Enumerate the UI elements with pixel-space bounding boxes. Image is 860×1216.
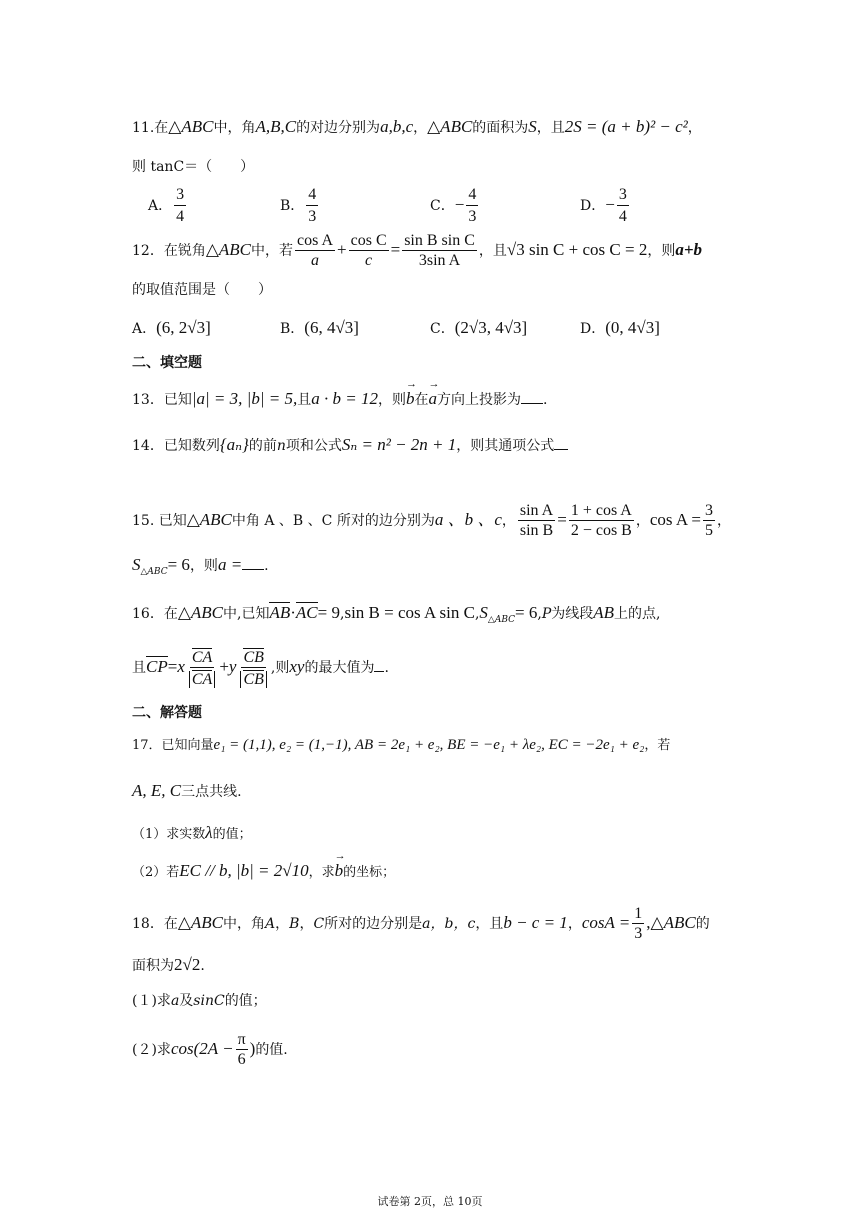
text: 中角 A 、B 、C 所对的边分别为 bbox=[231, 513, 435, 529]
option-sign: − bbox=[605, 195, 615, 214]
area-symbol: S bbox=[479, 603, 488, 622]
vector-ca: CA bbox=[191, 671, 213, 688]
denominator bbox=[187, 668, 217, 688]
a-equals: a = bbox=[217, 555, 243, 574]
paren: ) bbox=[249, 1039, 256, 1058]
equals: = bbox=[557, 510, 567, 529]
text: 上的点, bbox=[614, 606, 661, 622]
answer-blank bbox=[374, 671, 384, 672]
q12-option-b bbox=[280, 318, 359, 338]
cosA: cos A = bbox=[649, 510, 701, 529]
option-value: (0, 4√3] bbox=[605, 318, 660, 337]
point-p: P bbox=[541, 606, 552, 622]
numerator: 3 bbox=[617, 186, 629, 206]
text: ，则其通项公式 bbox=[456, 438, 555, 454]
n-symbol: n bbox=[276, 438, 286, 454]
angle-b: B bbox=[289, 916, 300, 932]
q12-line2: 的取值范围是（ ） bbox=[132, 282, 272, 298]
option-fraction bbox=[466, 186, 478, 226]
text: 中，角 bbox=[223, 916, 266, 932]
text: 的 bbox=[695, 916, 710, 932]
numerator: 4 bbox=[306, 186, 318, 206]
vector-a: → a bbox=[428, 390, 437, 407]
x-coef: x bbox=[177, 657, 185, 676]
q12-option-d bbox=[580, 318, 660, 338]
q17-line1 bbox=[132, 738, 670, 753]
text: 15. 已知 bbox=[132, 513, 187, 529]
option-fraction bbox=[617, 186, 629, 226]
sides: a,b,c bbox=[380, 117, 414, 136]
q18-part1 bbox=[132, 994, 267, 1008]
sequence: {aₙ} bbox=[219, 435, 249, 454]
text: , bbox=[537, 606, 542, 622]
numerator: 1 + cos A bbox=[570, 502, 632, 519]
q15-line1 bbox=[132, 503, 731, 539]
text: (２)求 bbox=[132, 1042, 171, 1058]
q13-dot-product: a · b = 12 bbox=[311, 389, 378, 408]
q13-magnitudes: |a| = 3, |b| = 5, bbox=[191, 389, 298, 408]
text: ， bbox=[413, 120, 428, 136]
option-fraction bbox=[174, 186, 186, 226]
segment-ab: AB bbox=[593, 603, 615, 622]
text: . bbox=[200, 958, 205, 974]
unit-vector-cb bbox=[238, 648, 268, 688]
text: ， bbox=[275, 916, 290, 932]
sum-formula: Sₙ = n² − 2n + 1 bbox=[341, 435, 457, 454]
numerator: π bbox=[237, 1031, 246, 1048]
vector-cb: CB bbox=[243, 671, 264, 688]
q16-line1 bbox=[132, 602, 660, 625]
text: 且 bbox=[132, 660, 146, 676]
option-fraction bbox=[306, 186, 318, 226]
side-a: a bbox=[170, 993, 180, 1009]
option-label: B． bbox=[280, 198, 305, 214]
text: ， bbox=[635, 513, 650, 529]
q14 bbox=[132, 436, 568, 453]
answer-blank bbox=[554, 449, 568, 450]
fraction-pi-6 bbox=[236, 1032, 248, 1068]
text: (１)求 bbox=[132, 993, 171, 1009]
text: 中，若 bbox=[251, 243, 294, 259]
text: , bbox=[474, 606, 480, 622]
text: 14．已知数列 bbox=[132, 438, 220, 454]
numerator: 3 bbox=[174, 186, 186, 206]
q11-line2: 则 tanC＝（ ） bbox=[132, 159, 255, 175]
q17-vectors: e₁ = (1,1), e₂ = (1,−1), AB = 2e₁ + e₂, BE = −e₁ + λe₂, EC = −2e₁ + e₂ bbox=[213, 737, 645, 753]
cos-expression: cos(2A − bbox=[170, 1039, 234, 1058]
q11-equation: 2S = (a + b)² − c² bbox=[564, 117, 688, 136]
text: 的前 bbox=[248, 438, 277, 454]
option-label: D． bbox=[580, 198, 606, 214]
numerator bbox=[190, 648, 214, 668]
vector-b: → b bbox=[335, 862, 344, 879]
text: ,则 bbox=[270, 660, 290, 676]
cosA: cosA = bbox=[581, 913, 631, 932]
points-aec: A, E, C bbox=[132, 781, 182, 800]
text: . bbox=[542, 392, 548, 408]
text: ，则 bbox=[189, 558, 218, 574]
fraction-cos bbox=[569, 503, 634, 539]
vector-ab: AB bbox=[269, 603, 291, 622]
denominator: a bbox=[311, 252, 320, 269]
denominator: c bbox=[365, 252, 373, 269]
fraction-sinA-sinB bbox=[518, 503, 555, 539]
sinC: sinC bbox=[193, 993, 225, 1009]
option-value: (6, 2√3] bbox=[156, 318, 211, 337]
b-minus-c: b − c = 1 bbox=[503, 913, 568, 932]
denominator: 2 − cos B bbox=[570, 522, 632, 539]
numerator: sin B sin C bbox=[404, 232, 475, 249]
text: 的值； bbox=[224, 993, 267, 1009]
q18-line1 bbox=[132, 906, 710, 942]
trig-condition: sin B = cos A sin C bbox=[344, 603, 475, 622]
numerator: cos C bbox=[350, 232, 387, 249]
denominator: 6 bbox=[237, 1051, 246, 1068]
option-label: A． bbox=[148, 198, 173, 214]
text: ，且 bbox=[475, 916, 504, 932]
fraction-1-3 bbox=[632, 906, 644, 942]
text: ， bbox=[501, 513, 516, 529]
area-symbol: S bbox=[132, 555, 141, 574]
text: . bbox=[384, 660, 389, 676]
text: ，则 bbox=[377, 392, 406, 408]
text: 三点共线. bbox=[181, 784, 242, 800]
section-solution: 二、解答题 bbox=[132, 705, 202, 721]
q11-option-a bbox=[148, 186, 188, 226]
q12-option-c bbox=[430, 318, 527, 338]
text: 13．已知 bbox=[132, 392, 192, 408]
dot: · bbox=[290, 603, 296, 622]
q13 bbox=[132, 390, 547, 407]
denominator: 3 bbox=[634, 925, 643, 942]
text: （2）若 bbox=[132, 865, 180, 880]
q12-condition: √3 sin C + cos C = 2 bbox=[506, 240, 648, 259]
q17-part1 bbox=[132, 824, 252, 841]
q11-option-c bbox=[430, 186, 480, 226]
numerator: 1 bbox=[634, 905, 643, 922]
text: 11.在 bbox=[132, 120, 169, 136]
unit-vector-ca bbox=[187, 648, 217, 688]
text: 方向上投影为 bbox=[436, 392, 521, 408]
denominator: 4 bbox=[618, 208, 627, 225]
text: 的坐标； bbox=[343, 865, 396, 880]
option-sign: − bbox=[454, 195, 465, 214]
triangle-abc: △ABC bbox=[177, 603, 224, 622]
area-symbol: S bbox=[528, 117, 537, 136]
text: ，则 bbox=[647, 243, 676, 259]
angles: A,B,C bbox=[255, 117, 297, 136]
text: 及 bbox=[179, 993, 194, 1009]
option-value: (6, 4√3] bbox=[304, 318, 359, 337]
vector-ac: AC bbox=[295, 603, 318, 622]
text: 的面积为 bbox=[472, 120, 529, 136]
text: , bbox=[340, 606, 345, 622]
denominator: 3 bbox=[308, 208, 317, 225]
denominator: 3sin A bbox=[418, 252, 461, 269]
text: 且 bbox=[297, 392, 312, 408]
denominator: 5 bbox=[705, 522, 713, 539]
q15-line2 bbox=[132, 556, 269, 577]
text: 12．在锐角 bbox=[132, 243, 206, 259]
q11-option-b bbox=[280, 186, 320, 226]
triangle-abc: △ABC bbox=[205, 240, 252, 259]
q17-condition: EC // b, |b| = 2√10 bbox=[179, 861, 309, 880]
subscript: △ABC bbox=[487, 614, 516, 625]
angle-a: A bbox=[265, 916, 276, 932]
sides: a，b，c bbox=[422, 916, 476, 932]
text: 项和公式 bbox=[285, 438, 342, 454]
plus: + bbox=[219, 657, 229, 676]
triangle-abc: △ABC bbox=[186, 510, 232, 529]
xy: xy bbox=[289, 657, 305, 676]
text: 18．在 bbox=[132, 916, 178, 932]
section-fill-in: 二、填空题 bbox=[132, 355, 202, 371]
numerator: 4 bbox=[466, 186, 478, 206]
equals: = bbox=[167, 657, 178, 676]
text: 面积为 bbox=[132, 958, 174, 974]
denominator bbox=[238, 668, 268, 688]
vector-ca: CA bbox=[191, 649, 213, 666]
text: ，若 bbox=[644, 738, 671, 753]
numerator: 3 bbox=[705, 502, 713, 519]
triangle-abc: △ABC bbox=[177, 913, 224, 932]
sides: a 、b 、c bbox=[434, 510, 502, 529]
text: 中,已知 bbox=[223, 606, 270, 622]
option-label: B． bbox=[280, 321, 305, 337]
option-label: C． bbox=[430, 198, 455, 214]
fraction-3-5 bbox=[703, 503, 715, 539]
fraction-cosA-a bbox=[295, 233, 335, 269]
y-coef: y bbox=[228, 657, 237, 676]
fraction-cosC-c bbox=[349, 233, 389, 269]
text: ， bbox=[567, 916, 582, 932]
numerator bbox=[241, 648, 265, 668]
text: 的值. bbox=[255, 1042, 288, 1058]
triangle-abc: △ABC bbox=[427, 117, 473, 136]
page-footer: 试卷第 2页，总 10页 bbox=[377, 1195, 483, 1208]
option-label: A． bbox=[132, 321, 157, 337]
vector-cp: CP bbox=[146, 657, 168, 676]
denominator: sin B bbox=[519, 522, 554, 539]
text: 中，角 bbox=[213, 120, 256, 136]
vector-cb: CB bbox=[243, 649, 264, 666]
angle-c: C bbox=[313, 916, 325, 932]
q18-line2 bbox=[132, 956, 205, 973]
text: 的最大值为 bbox=[304, 660, 375, 676]
area-value: = 6 bbox=[167, 555, 190, 574]
text: , bbox=[646, 913, 651, 932]
option-value: (2√3, 4√3] bbox=[454, 318, 528, 337]
text: ，且 bbox=[536, 120, 565, 136]
q11-line1 bbox=[132, 118, 702, 135]
text: 16．在 bbox=[132, 606, 178, 622]
q17-line2 bbox=[132, 782, 242, 799]
area-value: 2√2 bbox=[174, 955, 201, 974]
text: ， bbox=[717, 513, 731, 529]
vector-sum: a+b bbox=[675, 240, 703, 259]
text: （1）求实数 bbox=[132, 827, 206, 842]
text: 的值； bbox=[212, 827, 252, 842]
denominator: 3 bbox=[468, 208, 477, 225]
text: 的对边分别为 bbox=[296, 120, 381, 136]
fraction-sinB-sinC bbox=[402, 233, 477, 269]
text: ，求 bbox=[308, 865, 335, 880]
q12-option-a bbox=[132, 318, 211, 338]
triangle-abc: △ABC bbox=[168, 117, 214, 136]
subscript: △ABC bbox=[140, 566, 168, 577]
q17-part2 bbox=[132, 862, 395, 879]
text: ， bbox=[299, 916, 314, 932]
text: 在 bbox=[414, 392, 429, 408]
lambda: λ bbox=[205, 823, 213, 842]
text: . bbox=[264, 558, 269, 574]
dot-value: = 9 bbox=[317, 603, 340, 622]
q11-option-d bbox=[580, 186, 631, 226]
denominator: 4 bbox=[176, 208, 185, 225]
option-label: D． bbox=[580, 321, 606, 337]
q16-line2 bbox=[132, 648, 389, 688]
q18-part2 bbox=[132, 1032, 288, 1068]
text: 所对的边分别是 bbox=[324, 916, 423, 932]
text: ， bbox=[687, 120, 702, 136]
numerator: sin A bbox=[519, 502, 554, 519]
q12-line1 bbox=[132, 233, 702, 269]
text: 为线段 bbox=[551, 606, 594, 622]
equals: = bbox=[390, 240, 401, 259]
plus: + bbox=[337, 240, 347, 259]
text: ，且 bbox=[478, 243, 507, 259]
answer-blank bbox=[521, 403, 543, 404]
option-label: C． bbox=[430, 321, 455, 337]
triangle-abc: △ABC bbox=[650, 913, 696, 932]
area-value: = 6 bbox=[515, 603, 538, 622]
vector-b: → b bbox=[406, 390, 415, 407]
numerator: cos A bbox=[297, 232, 334, 249]
text: 17．已知向量 bbox=[132, 738, 214, 753]
answer-blank bbox=[242, 569, 264, 570]
